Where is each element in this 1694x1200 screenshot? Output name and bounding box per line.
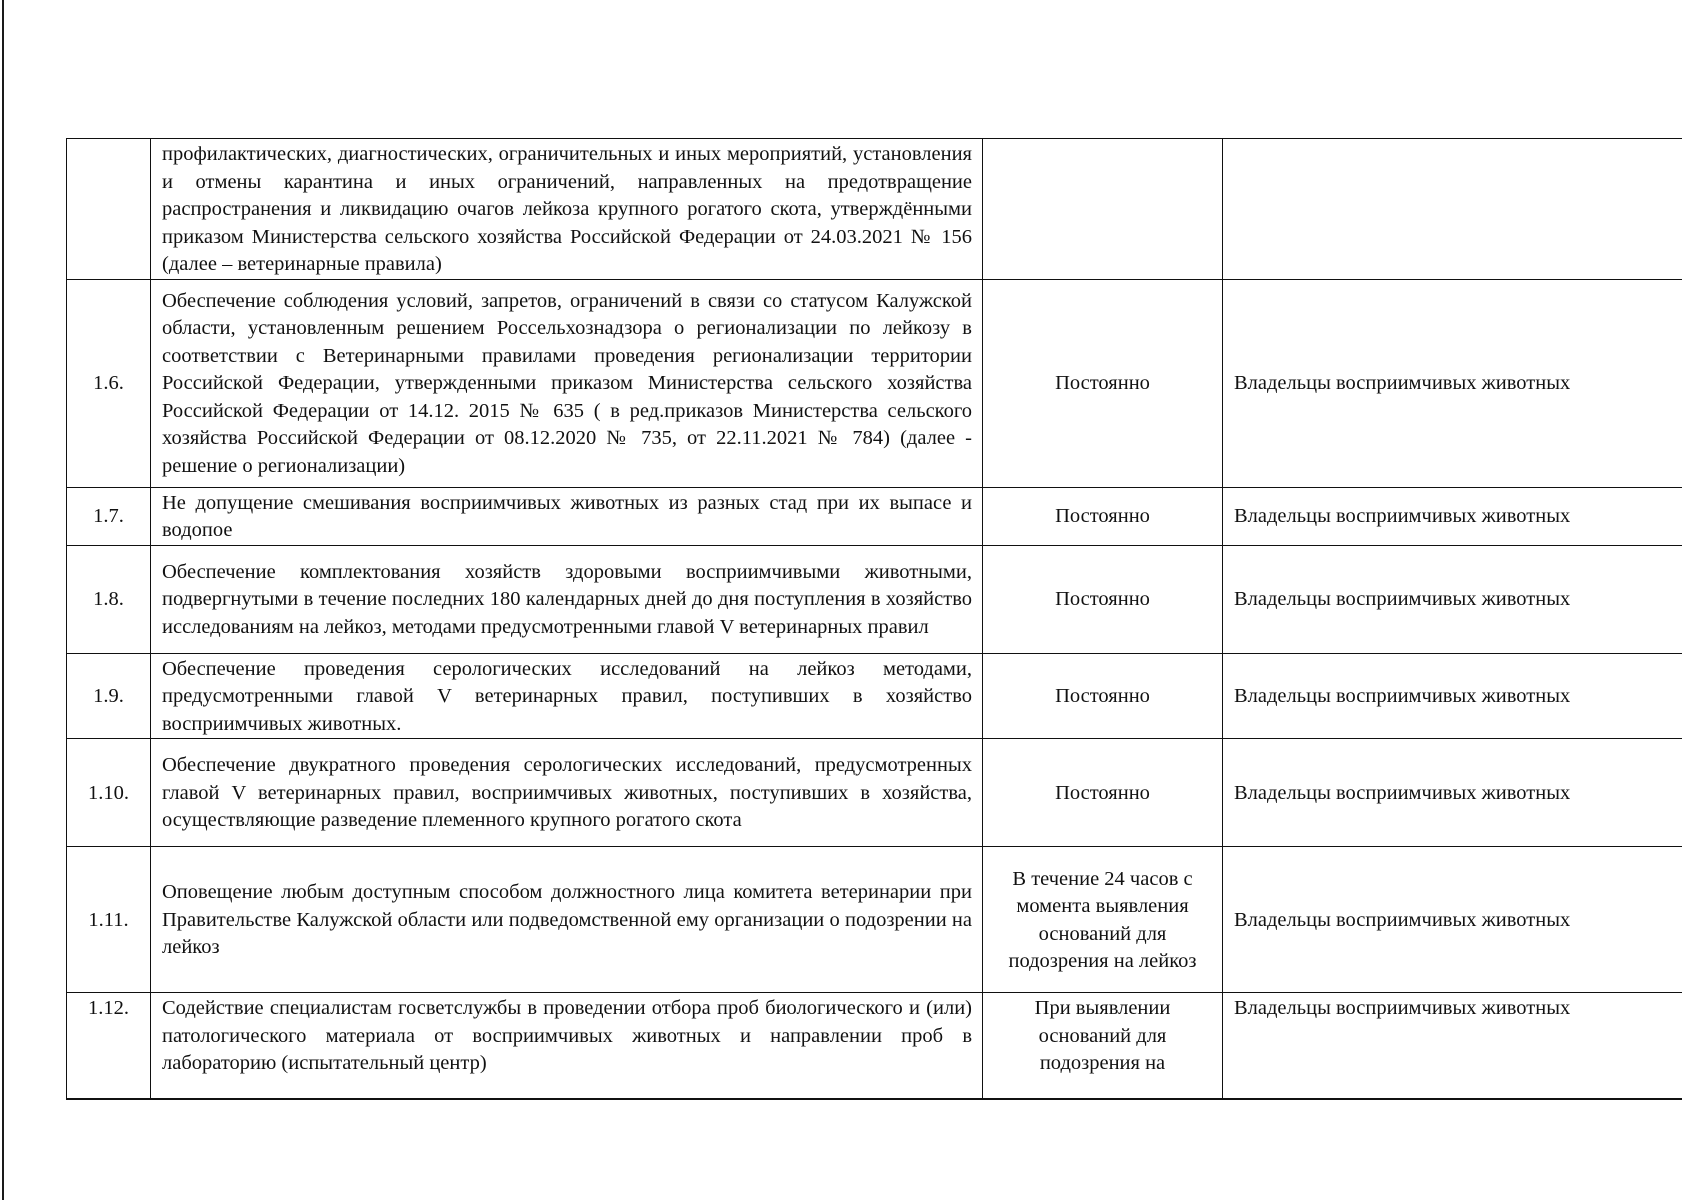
row-number: 1.6.: [67, 279, 151, 487]
table-row: [67, 139, 1683, 280]
measure-description: Обеспечение двукратного проведения серологических исследований, предусмотренных главой V ветеринарных правил, восприимчивых животных, поступивших в хозяйства, осуществляющие разведение племенного крупного рогатого скота: [151, 739, 983, 847]
measure-term: В течение 24 часов с момента выявления оснований для подозрения на лейкоз: [983, 847, 1223, 993]
measure-responsible: Владельцы восприимчивых животных: [1223, 847, 1683, 993]
table-row: [67, 487, 1683, 545]
row-number: [67, 139, 151, 280]
measure-description: Содействие специалистам госветслужбы в проведении отбора проб биологического и (или) патологического материала от восприимчивых животных и направлении проб в лабораторию (испытательный центр): [151, 993, 983, 1101]
measure-responsible: [1223, 139, 1683, 280]
measure-term: Постоянно: [983, 279, 1223, 487]
row-number: 1.12.: [67, 993, 151, 1101]
measure-term: Постоянно: [983, 653, 1223, 739]
table-row: [67, 653, 1683, 739]
table-row: [67, 993, 1683, 1101]
measure-description: Обеспечение проведения серологических исследований на лейкоз методами, предусмотренными главой V ветеринарных правил, поступивших в хозяйство восприимчивых животных.: [151, 653, 983, 739]
measure-responsible: Владельцы восприимчивых животных: [1223, 487, 1683, 545]
measure-responsible: Владельцы восприимчивых животных: [1223, 279, 1683, 487]
measure-term: Постоянно: [983, 545, 1223, 653]
measure-description: Оповещение любым доступным способом должностного лица комитета ветеринарии при Правительстве Калужской области или подведомственной ему организации о подозрении на лейкоз: [151, 847, 983, 993]
measure-responsible: Владельцы восприимчивых животных: [1223, 653, 1683, 739]
table-row: [67, 279, 1683, 487]
measure-description: Обеспечение соблюдения условий, запретов, ограничений в связи со статусом Калужской области, установленным решением Россельхознадзора о регионализации по лейкозу в соответствии с Ветеринарными правилами проведения регионализации территории Российской Федерации, утвержденными приказом Министерства сельского хозяйства Российской Федерации от 14.12. 2015 № 635 ( в ред.приказов Министерства сельского хозяйства Российской Федерации от 08.12.2020 № 735, от 22.11.2021 № 784) (далее - решение о регионализации): [151, 279, 983, 487]
table-row: [67, 545, 1683, 653]
table-row: [67, 739, 1683, 847]
measures-table-container: [66, 138, 1682, 1100]
measure-description: Обеспечение комплектования хозяйств здоровыми восприимчивыми животными, подвергнутыми в течение последних 180 календарных дней до дня поступления в хозяйство исследованиям на лейкоз, методами предусмотренными главой V ветеринарных правил: [151, 545, 983, 653]
measure-description: Не допущение смешивания восприимчивых животных из разных стад при их выпасе и водопое: [151, 487, 983, 545]
measure-responsible: Владельцы восприимчивых животных: [1223, 739, 1683, 847]
row-number: 1.9.: [67, 653, 151, 739]
measure-term: Постоянно: [983, 487, 1223, 545]
row-number: 1.10.: [67, 739, 151, 847]
measure-term: [983, 139, 1223, 280]
measure-responsible: Владельцы восприимчивых животных: [1223, 993, 1683, 1101]
row-number: 1.8.: [67, 545, 151, 653]
measures-table: [66, 138, 1682, 1100]
row-number: 1.11.: [67, 847, 151, 993]
measure-responsible: Владельцы восприимчивых животных: [1223, 545, 1683, 653]
measure-term: Постоянно: [983, 739, 1223, 847]
table-row: [67, 847, 1683, 993]
scan-page-edge: [2, 0, 4, 1200]
measure-description: профилактических, диагностических, ограничительных и иных мероприятий, установления и отмены карантина и иных ограничений, направленных на предотвращение распространения и ликвидацию очагов лейкоза крупного рогатого скота, утверждёнными приказом Министерства сельского хозяйства Российской Федерации от 24.03.2021 № 156 (далее – ветеринарные правила): [151, 139, 983, 280]
measure-term: При выявлении оснований для подозрения на: [983, 993, 1223, 1101]
row-number: 1.7.: [67, 487, 151, 545]
